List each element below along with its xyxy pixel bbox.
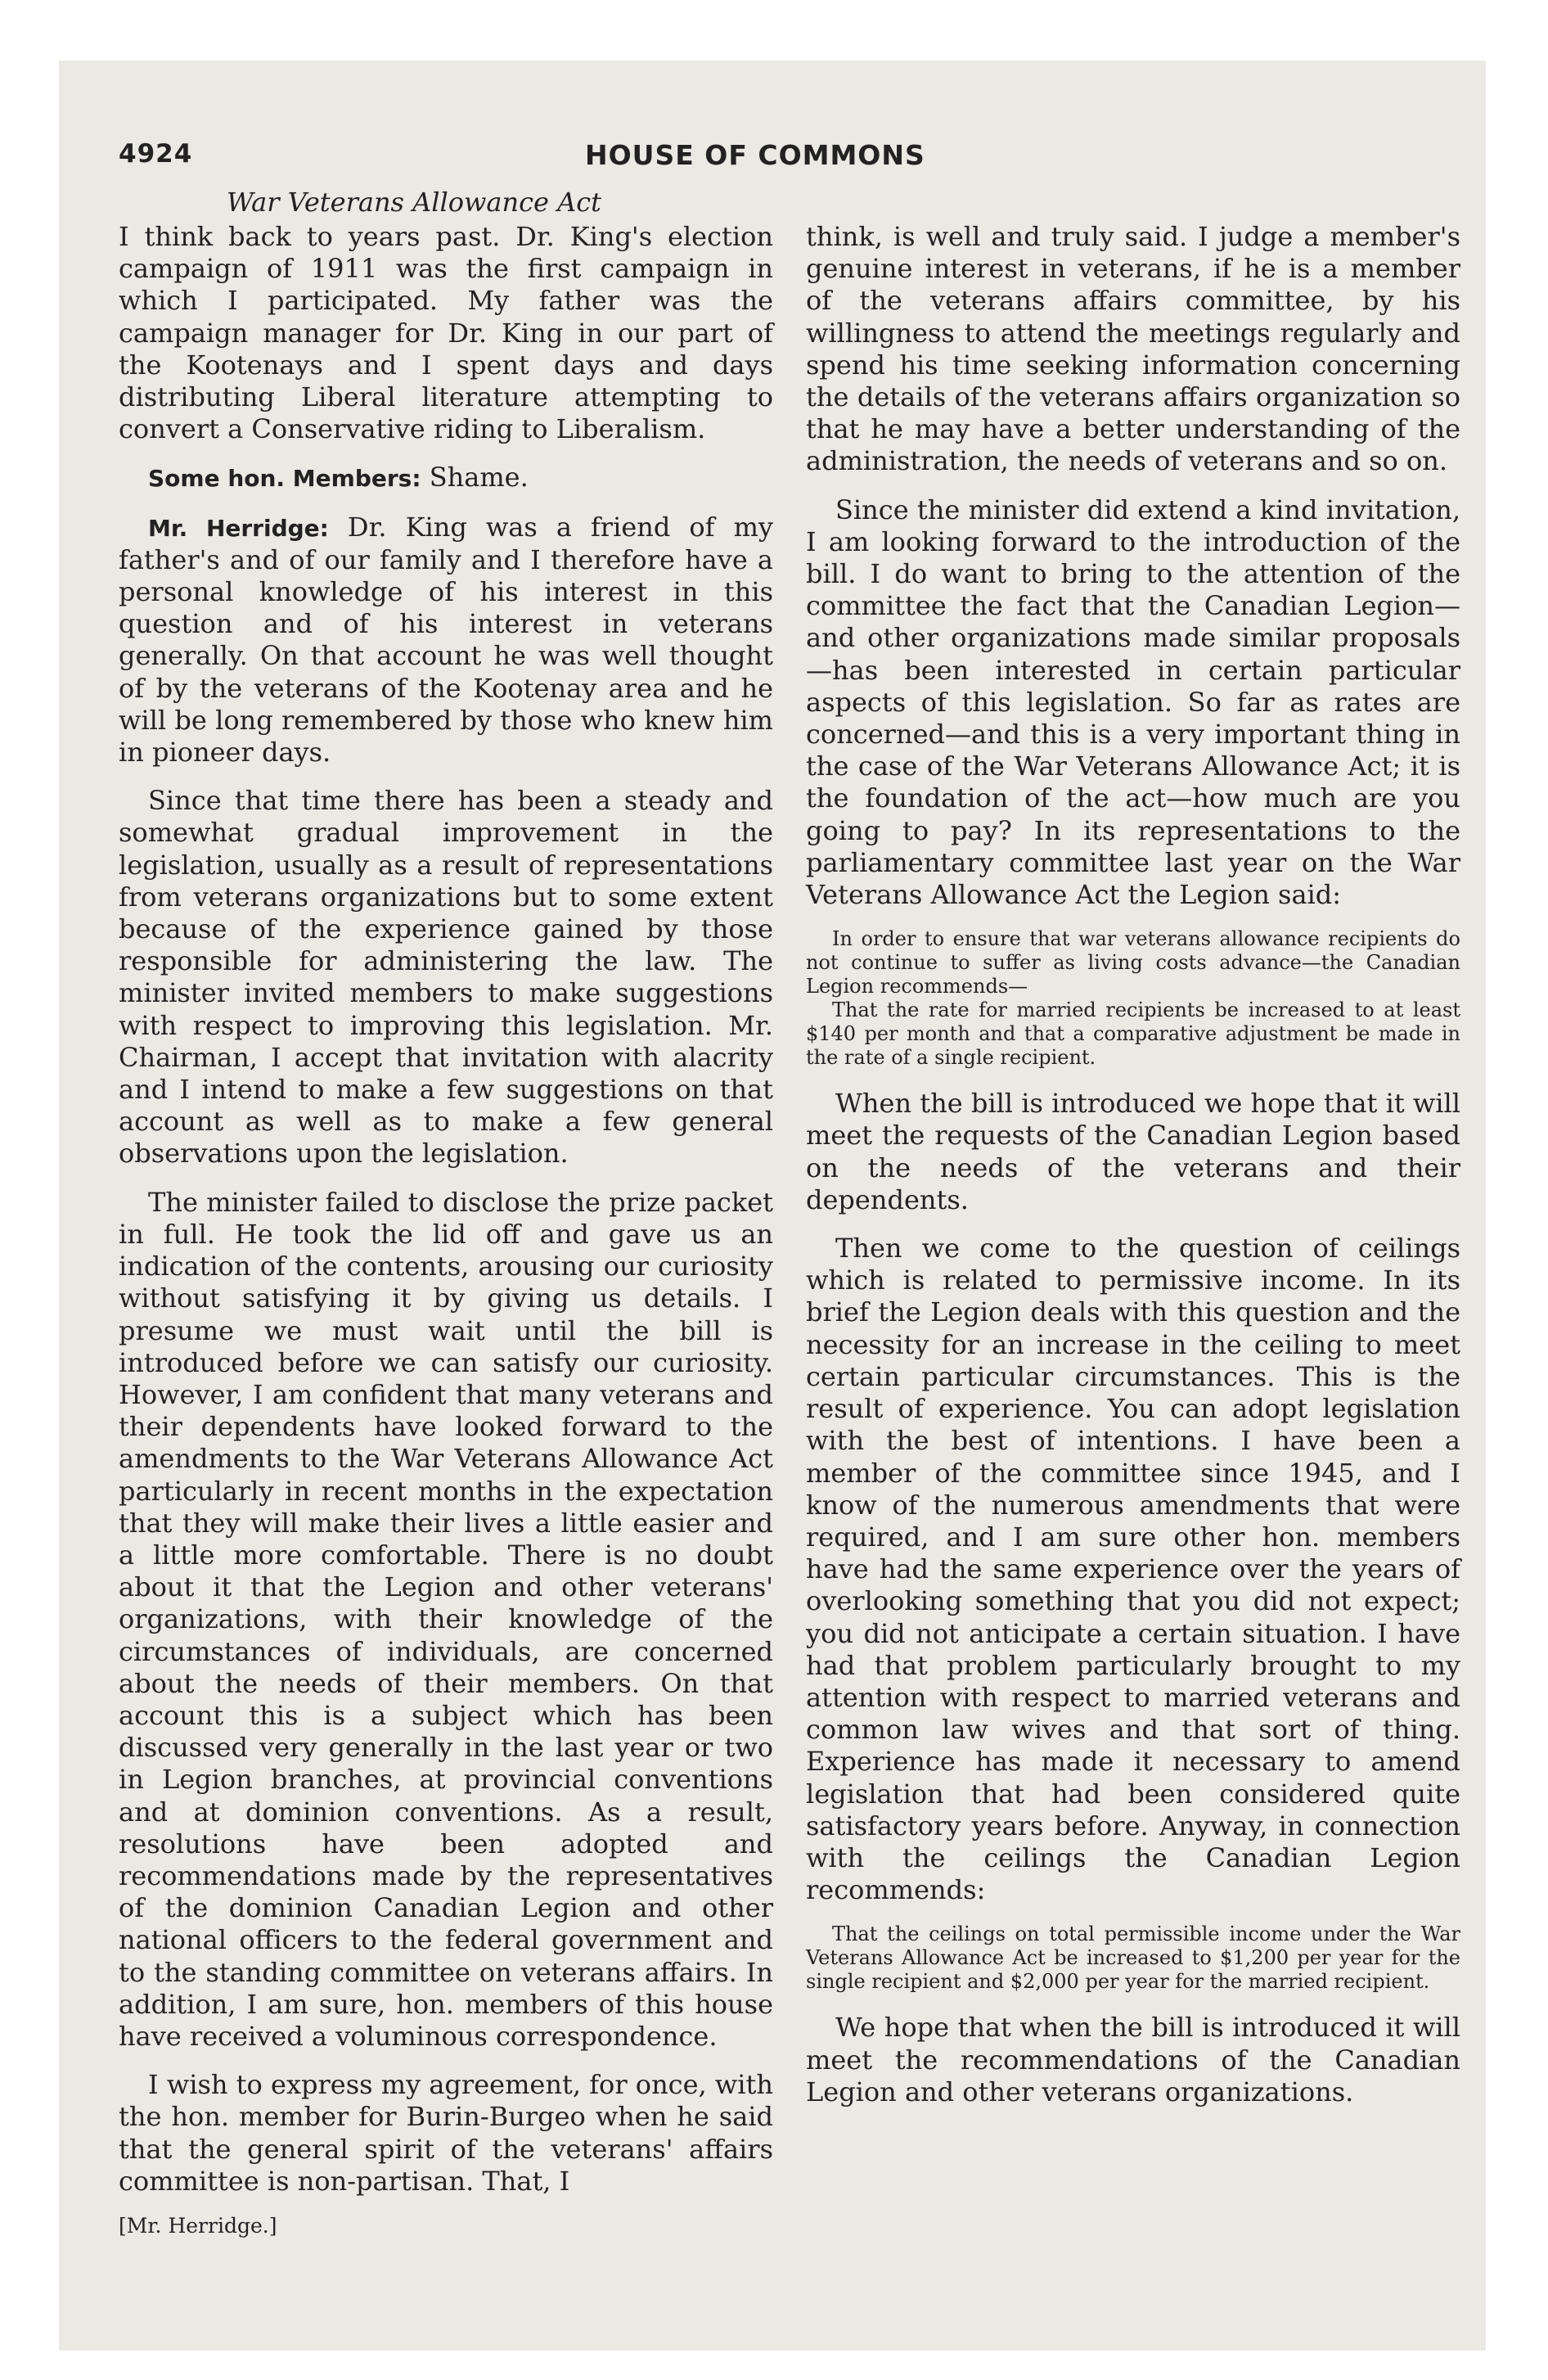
paragraph: The minister failed to disclose the prize packet in full. He took the lid off and gave us an indication of the contents, arousing our curiosity without satisfying it by giving us details. I presume we must wait until the bill is introduced before we can satisfy our curiosity. However, I am confident that many veterans and their dependents have looked forward to the amendments to the War Veterans Allowance Act particularly in recent months in the expectation that they will make their lives a little easier and a little more comfortable. There is no doubt about it that the Legion and other veterans' organizations, with their knowledge of the circumstances of individuals, are concerned about the needs of their members. On that account this is a subject which has been discussed very generally in the last year or two in Legion branches, at provincial conventions and at dominion conventions. As a result, resolutions have been adopted and recommendations made by the representatives of the dominion Canadian Legion and other national officers to the federal government and to the standing committee on veterans affairs. In addition, I am sure, hon. members of this house have received a voluminous correspondence. — [119, 1186, 773, 2052]
quote-paragraph: That the ceilings on total permissible income under the War Veterans Allowance Act be increased to $1,200 per year for the single recipient and $2,000 per year for the married recipient. — [806, 1922, 1460, 1994]
paragraph: Then we come to the question of ceilings which is related to permissive income. In its brief the Legion deals with this question and the necessity for an increase in the ceiling to meet certain particular circumstances. This is the result of experience. You can adopt legislation with the best of intentions. I have been a member of the committee since 1945, and I know of the numerous amendments that were required, and I am sure other hon. members have had the same experience over the years of overlooking something that you did not expect; you did not anticipate a certain situation. I have had that problem particularly brought to my attention with respect to married veterans and common law wives and that sort of thing. Experience has made it necessary to amend legislation that had been considered quite satisfactory years before. Anyway, in connection with the ceilings the Canadian Legion recommends: — [806, 1233, 1460, 1906]
paragraph: Since that time there has been a steady and somewhat gradual improvement in the legislation, usually as a result of representations from veterans organizations but to some extent because of the experience gained by those responsible for administering the law. The minister invited members to make suggestions with respect to improving this legislation. Mr. Chairman, I accept that invitation with alacrity and I intend to make a few suggestions on that account as well as to make a few general observations upon the legislation. — [119, 785, 773, 1170]
speech-text: Shame. — [421, 462, 529, 494]
quote-paragraph: In order to ensure that war veterans allowance recipients do not continue to suffer as living costs advance—the Canadian Legion recommends— — [806, 927, 1460, 998]
speaker-name: Mr. Herridge: — [148, 514, 329, 542]
paragraph — [119, 512, 773, 769]
paragraph — [119, 462, 773, 494]
left-column — [119, 221, 773, 2238]
quote-paragraph: That the rate for married recipients be increased to at least $140 per month and that a comparative adjustment be made in the rate of a single recipient. — [806, 998, 1460, 1070]
section-title: War Veterans Allowance Act — [227, 187, 601, 218]
paragraph: We hope that when the bill is introduced it will meet the recommendations of the Canadian Legion and other veterans organizations. — [806, 2012, 1460, 2107]
paragraph: I think back to years past. Dr. King's election campaign of 1911 was the first campaign in which I participated. My father was the campaign manager for Dr. King in our part of the Kootenays and I spent days and days distributing Liberal literature attempting to convert a Conservative riding to Liberalism. — [119, 221, 773, 445]
running-head: HOUSE OF COMMONS — [585, 139, 925, 171]
text-columns — [119, 221, 1460, 2238]
page-number: 4924 — [119, 139, 193, 169]
paragraph: When the bill is introduced we hope that it will meet the requests of the Canadian Legion based on the needs of the veterans and their dependents. — [806, 1088, 1460, 1215]
right-column — [806, 221, 1460, 2238]
block-quote — [806, 1922, 1460, 1994]
paragraph: Since the minister did extend a kind invitation, I am looking forward to the introduction of the bill. I do want to bring to the attention of the committee the fact that the Canadian Legion—and other organizations made similar proposals—has been interested in certain particular aspects of this legislation. So far as rates are concerned—and this is a very important thing in the case of the War Veterans Allowance Act; it is the foundation of the act—how much are you going to pay? In its representations to the parliamentary committee last year on the War Veterans Allowance Act the Legion said: — [806, 494, 1460, 911]
speech-text: Dr. King was a friend of my father's and of our family and I therefore have a personal knowledge of his interest in this question and of his interest in veterans generally. On that account he was well thought of by the veterans of the Kootenay area and he will be long remembered by those who knew him in pioneer days. — [119, 511, 773, 769]
block-quote — [806, 927, 1460, 1070]
page-header — [119, 139, 1460, 182]
paragraph: I wish to express my agreement, for once, with the hon. member for Burin-Burgeo when he said that the general spirit of the veterans' affairs committee is non-partisan. That, I — [119, 2069, 773, 2197]
paragraph: think, is well and truly said. I judge a member's genuine interest in veterans, if he is a member of the veterans affairs committee, by his willingness to attend the meetings regularly and spend his time seeking information concerning the details of the veterans affairs organization so that he may have a better understanding of the administration, the needs of veterans and so on. — [806, 221, 1460, 477]
document-page — [119, 139, 1460, 2238]
speaker-attribution: [Mr. Herridge.] — [119, 2213, 277, 2238]
speaker-name: Some hon. Members: — [148, 465, 421, 493]
